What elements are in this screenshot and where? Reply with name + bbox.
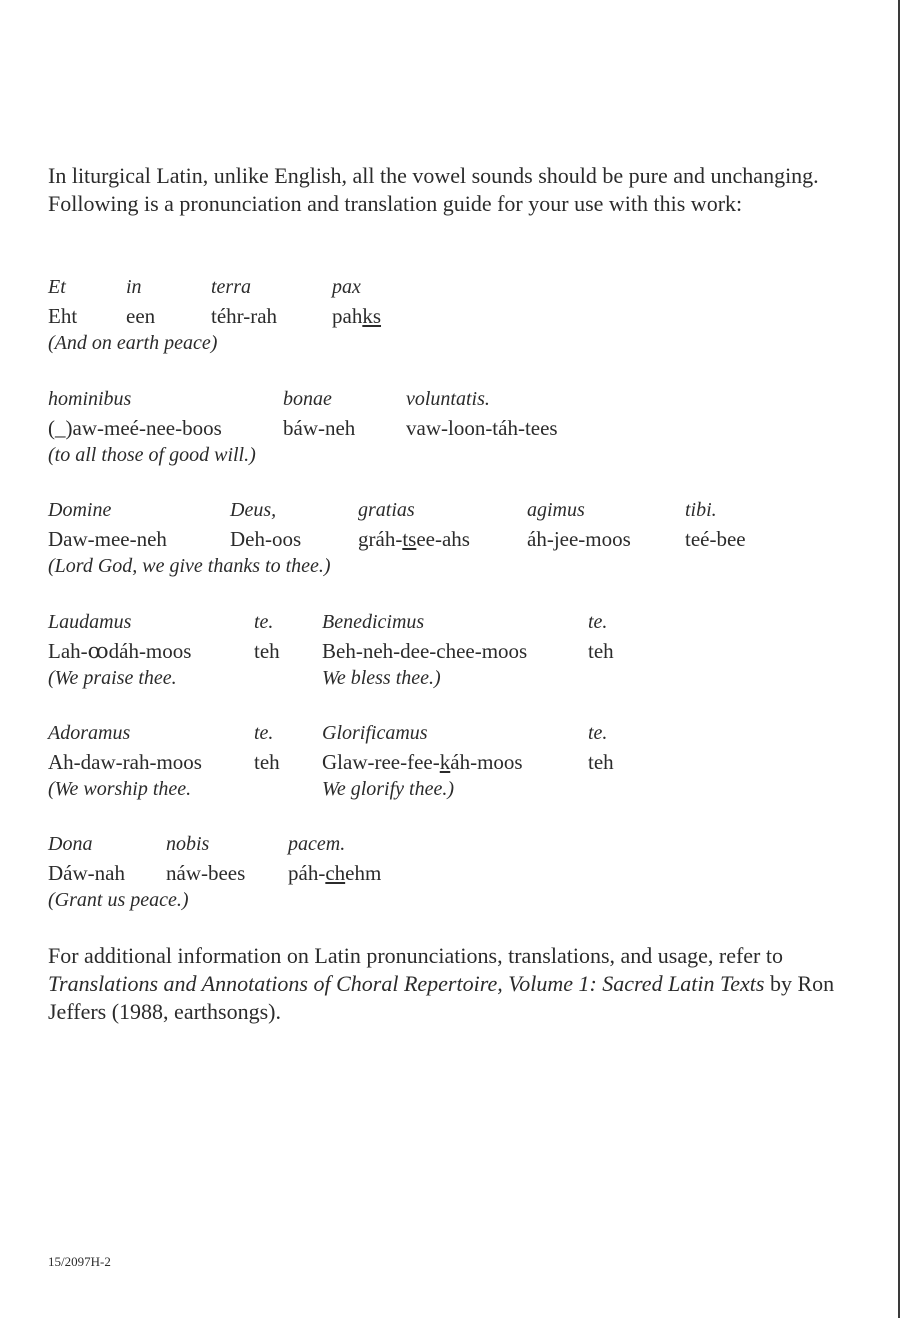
pron-underlined: ch [325,861,346,885]
reference-paragraph [48,942,848,1026]
latin-word: Adoramus [48,722,131,744]
page-code: 15/2097H-2 [48,1254,111,1269]
pronunciation-word: téhr-rah [211,304,278,328]
translation: We bless thee.) [322,667,441,689]
latin-word: gratias [358,499,415,521]
pron-underlined: k [439,750,451,774]
pron-underlined: ts [402,527,417,551]
translation: (We worship thee. [48,778,192,800]
pron-part: áh-moos [450,750,523,774]
pronunciation-word: báw-neh [283,416,356,440]
pron-part: páh- [288,861,326,885]
pron-part: ee-ahs [416,527,470,551]
pronunciation-word [288,861,381,886]
pronunciation-word: teh [588,750,614,774]
latin-word: Deus, [230,499,277,521]
pron-underlined: ks [362,304,382,328]
pron-part: gráh- [358,527,403,551]
latin-word: te. [588,611,608,633]
latin-word: Domine [48,499,112,521]
pronunciation-word [358,527,470,552]
pronunciation-word: teh [254,639,280,663]
pronunciation-word: teh [254,750,280,774]
latin-word: tibi. [685,499,717,521]
pron-underlined: _ [55,416,66,440]
pronunciation-word: Eht [48,304,78,328]
latin-word: te. [254,611,274,633]
latin-word: pacem. [288,833,346,855]
reference-book-title: Translations and Annotations of Choral Repertoire, Volume 1: Sacred Latin Texts [48,971,765,996]
translation: (And on earth peace) [48,332,218,354]
latin-word: Laudamus [48,611,132,633]
latin-word: terra [211,276,251,298]
latin-word: bonae [283,388,332,410]
latin-word: pax [332,276,361,298]
pronunciation-word: Beh-neh-dee-chee-moos [322,639,528,663]
pronunciation-word: vaw-loon-táh-tees [406,416,558,440]
latin-word: in [126,276,142,298]
pronunciation-word: Ah-daw-rah-moos [48,750,202,774]
pronunciation-word: Dáw-nah [48,861,125,885]
pronunciation-word: náw-bees [166,861,246,885]
pronunciation-word [322,750,523,775]
pronunciation-word: Deh-oos [230,527,302,551]
latin-word: agimus [527,499,585,521]
pronunciation-word: Daw-mee-neh [48,527,167,551]
pronunciation-word: teh [588,639,614,663]
translation: We glorify thee.) [322,778,455,800]
latin-word: nobis [166,833,210,855]
latin-word: hominibus [48,388,132,410]
reference-text: For additional information on Latin pronunciations, translations, and usage, refer to [48,943,783,968]
latin-word: Glorificamus [322,722,428,744]
latin-word: te. [588,722,608,744]
pronunciation-word: een [126,304,156,328]
translation: (Lord God, we give thanks to thee.) [48,555,331,577]
latin-word: Benedicimus [322,611,425,633]
pronunciation-word: áh-jee-moos [527,527,631,551]
pron-part: aw-meé-nee-boos [72,416,222,440]
pronunciation-word [332,304,381,329]
pron-part: Glaw-ree-fee- [322,750,440,774]
translation: (We praise thee. [48,667,177,689]
latin-word: Et [48,276,66,298]
latin-word: te. [254,722,274,744]
pronunciation-word: teé-bee [685,527,746,551]
latin-word: Dona [48,833,93,855]
intro-paragraph: In liturgical Latin, unlike English, all the vowel sounds should be pure and unchanging. Following is a pronunciation and translation guide for your use with this work: [48,163,819,216]
translation: (to all those of good will.) [48,444,256,466]
pron-part: ehm [345,861,382,885]
pronunciation-word: (_)aw-meé-nee-boos [48,416,222,440]
latin-word: voluntatis. [406,388,490,410]
pronunciation-word: Lah-ꝏdáh-moos [48,639,192,663]
reference-text: by Ron Jeffers (1988, earthsongs). [48,971,835,1024]
pron-part: pah [332,304,363,328]
translation: (Grant us peace.) [48,889,189,911]
